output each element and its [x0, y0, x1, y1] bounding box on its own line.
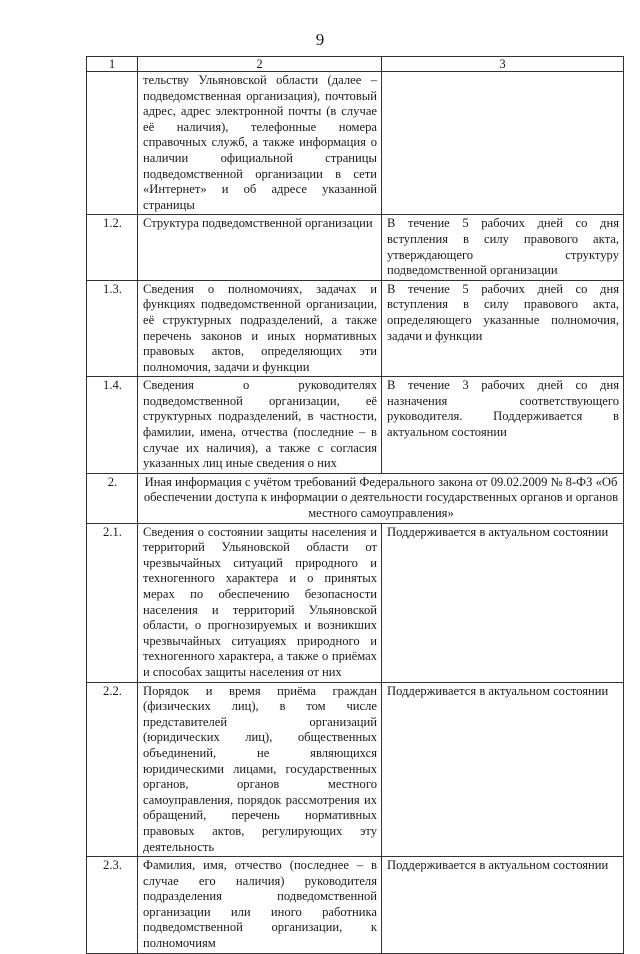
- table-row: [87, 215, 624, 280]
- row-number: 1.2.: [87, 215, 138, 280]
- column-header-3: 3: [382, 57, 624, 72]
- row-number: 1.4.: [87, 377, 138, 474]
- row-description: Порядок и время приёма граждан (физических лиц), в том числе представителей организаций (юридических лиц), общественных объединений, не являющихся юридическими лицами, государственных органов, органов местного самоуправления, порядок рассмотрения их обращений, перечень нормативных правовых актов, регулирующих эту деятельность: [138, 682, 382, 857]
- table-row: [87, 682, 624, 857]
- row-number: 2.1.: [87, 523, 138, 682]
- table-row: [87, 523, 624, 682]
- row-term: Поддерживается в актуальном состоянии: [382, 523, 624, 682]
- row-term: В течение 5 рабочих дней со дня вступления в силу правового акта, определяющего указанные полномочия, задачи и функции: [382, 280, 624, 377]
- row-description: Сведения о полномочиях, задачах и функциях подведомственной организации, её структурных подразделений, а также перечень законов и иных нормативных правовых актов, определяющих эти полномочия, задачи и функции: [138, 280, 382, 377]
- column-header-1: 1: [87, 57, 138, 72]
- table-row: [87, 72, 624, 215]
- row-term: Поддерживается в актуальном состоянии: [382, 857, 624, 954]
- row-description: тельству Ульяновской области (далее – подведомственная организация), почтовый адрес, адрес электронной почты (в случае её наличия), телефонные номера справочных служб, а также информация о наличии официальной страницы подведомственной организации в сети «Интернет» и об адресе указанной страницы: [138, 72, 382, 215]
- row-description: Сведения о состоянии защиты населения и территорий Ульяновской области от чрезвычайных ситуаций природного и техногенного характера и о принятых мерах по обеспечению безопасности населения и территорий Ульяновской области, о прогнозируемых и возникших чрезвычайных ситуациях природного и техногенного характера, а также о приёмах и способах защиты населения от них: [138, 523, 382, 682]
- row-description: Сведения о руководителях подведомственной организации, её структурных подразделений, в частности, фамилии, имена, отчества (последние – в случае их наличия), а также с согласия указанных лиц иные сведения о них: [138, 377, 382, 474]
- row-term: В течение 3 рабочих дней со дня назначения соответствующего руководителя. Поддерживается в актуальном состоянии: [382, 377, 624, 474]
- row-description: Структура подведомственной организации: [138, 215, 382, 280]
- row-term: [382, 72, 624, 215]
- table-row: [87, 280, 624, 377]
- row-number: 2.3.: [87, 857, 138, 954]
- row-description: Фамилия, имя, отчество (последнее – в случае его наличия) руководителя подразделения подведомственной организации или иного работника подведомственной организации, к полномочиям: [138, 857, 382, 954]
- row-number: 2.2.: [87, 682, 138, 857]
- column-header-2: 2: [138, 57, 382, 72]
- row-term: В течение 5 рабочих дней со дня вступления в силу правового акта, утверждающего структуру подведомственной организации: [382, 215, 624, 280]
- page-number: 9: [315, 30, 325, 49]
- section-number: 2.: [87, 473, 138, 523]
- section-row: [87, 473, 624, 523]
- row-term: Поддерживается в актуальном состоянии: [382, 682, 624, 857]
- table-header-row: [87, 57, 624, 72]
- section-heading: Иная информация с учётом требований Федерального закона от 09.02.2009 № 8-ФЗ «Об обеспечении доступа к информации о деятельности государственных органов и органов местного самоуправления»: [138, 473, 624, 523]
- row-number: 1.3.: [87, 280, 138, 377]
- table-row: [87, 377, 624, 474]
- row-number: [87, 72, 138, 215]
- information-table: [86, 56, 624, 954]
